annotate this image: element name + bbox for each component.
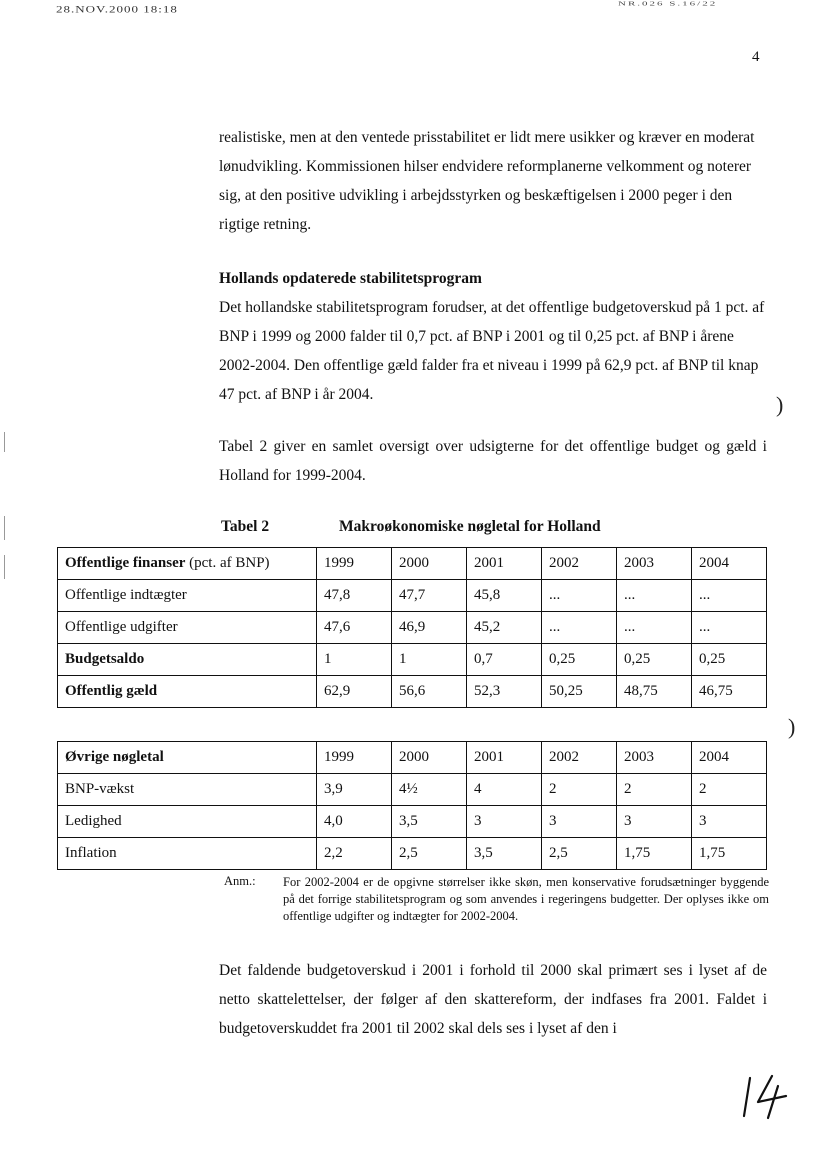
finance-table xyxy=(57,547,767,708)
year-cell: 2004 xyxy=(692,548,767,580)
year-cell: 2002 xyxy=(542,548,617,580)
table-header-label: Offentlige finanser (pct. af BNP) xyxy=(58,548,317,580)
row-label: Budgetsaldo xyxy=(58,644,317,676)
table-header-row xyxy=(58,742,767,774)
table-intro-paragraph: Tabel 2 giver en samlet oversigt over udsigterne for det offentlige budget og gæld i Holland for 1999-2004. xyxy=(219,438,767,484)
table-header-label: Øvrige nøgletal xyxy=(58,742,317,774)
value-cell: ... xyxy=(542,580,617,612)
section-heading: Hollands opdaterede stabilitetsprogram xyxy=(219,270,482,287)
value-cell: 1 xyxy=(317,644,392,676)
value-cell: ... xyxy=(617,612,692,644)
margin-mark xyxy=(4,555,5,579)
year-cell: 2003 xyxy=(617,548,692,580)
value-cell: 47,6 xyxy=(317,612,392,644)
value-cell: 1,75 xyxy=(692,838,767,870)
value-cell: 3 xyxy=(542,806,617,838)
value-cell: 2 xyxy=(617,774,692,806)
fax-header: 28.NOV.2000 18:18 xyxy=(56,4,178,15)
year-cell: 1999 xyxy=(317,742,392,774)
value-cell: 62,9 xyxy=(317,676,392,708)
year-cell: 2004 xyxy=(692,742,767,774)
value-cell: 2 xyxy=(692,774,767,806)
value-cell: 4½ xyxy=(392,774,467,806)
value-cell: 56,6 xyxy=(392,676,467,708)
value-cell: 2,5 xyxy=(392,838,467,870)
value-cell: 2,2 xyxy=(317,838,392,870)
page-number: 4 xyxy=(752,49,760,65)
section xyxy=(219,264,767,409)
other-table xyxy=(57,741,767,870)
closing-paragraph: Det faldende budgetoverskud i 2001 i forhold til 2000 skal primært ses i lyset af de netto skattelettelser, der følger af den skattereform, der indfases fra 2001. Faldet i budgetoverskuddet fra 2001 til 2002 skal dels ses i lyset af den i xyxy=(219,962,767,1037)
row-label: Ledighed xyxy=(58,806,317,838)
value-cell: ... xyxy=(617,580,692,612)
margin-mark xyxy=(4,516,5,540)
row-label: Offentlige indtægter xyxy=(58,580,317,612)
value-cell: 50,25 xyxy=(542,676,617,708)
value-cell: 1,75 xyxy=(617,838,692,870)
table-header-row xyxy=(58,548,767,580)
value-cell: ... xyxy=(692,580,767,612)
margin-bracket: ) xyxy=(776,392,784,417)
fax-header-right: NR.026 S.16/22 xyxy=(618,0,718,8)
value-cell: 3 xyxy=(692,806,767,838)
value-cell: 4,0 xyxy=(317,806,392,838)
value-cell: 47,8 xyxy=(317,580,392,612)
row-label: Offentlige udgifter xyxy=(58,612,317,644)
value-cell: 0,25 xyxy=(692,644,767,676)
table-row xyxy=(58,806,767,838)
program-paragraph: Det hollandske stabilitetsprogram forudser, at det offentlige budgetoverskud på 1 pct. af BNP i 1999 og 2000 falder til 0,7 pct. af BNP i 2001 og til 0,25 pct. af BNP i årene 2002-2004. Den offentlige gæld falder fra et niveau i 1999 på 62,9 pct. af BNP til knap 47 pct. af BNP i år 2004. xyxy=(219,299,765,403)
value-cell: 3,5 xyxy=(467,838,542,870)
year-cell: 2003 xyxy=(617,742,692,774)
value-cell: 3 xyxy=(467,806,542,838)
row-label: BNP-vækst xyxy=(58,774,317,806)
value-cell: 52,3 xyxy=(467,676,542,708)
value-cell: 2 xyxy=(542,774,617,806)
handwritten-page-number xyxy=(742,1072,802,1122)
year-cell: 2000 xyxy=(392,548,467,580)
table-caption: Makroøkonomiske nøgletal for Holland xyxy=(339,518,601,535)
value-cell: 47,7 xyxy=(392,580,467,612)
value-cell: 1 xyxy=(392,644,467,676)
note-text: For 2002-2004 er de opgivne størrelser ikke skøn, men konservative forudsætninger byggende på det forrige stabilitetsprogram og som anvendes i regeringens budgetter. Der oplyses ikke om offentlige udgifter og indtægter for 2002-2004. xyxy=(283,875,769,923)
row-label: Offentlig gæld xyxy=(58,676,317,708)
value-cell: 0,7 xyxy=(467,644,542,676)
table-title xyxy=(221,518,601,536)
value-cell: ... xyxy=(692,612,767,644)
margin-mark xyxy=(4,432,5,452)
table-label: Tabel 2 xyxy=(221,518,270,535)
value-cell: 0,25 xyxy=(617,644,692,676)
table-row xyxy=(58,612,767,644)
table-row xyxy=(58,580,767,612)
note-label: Anm.: xyxy=(224,874,256,888)
value-cell: ... xyxy=(542,612,617,644)
value-cell: 45,2 xyxy=(467,612,542,644)
year-cell: 1999 xyxy=(317,548,392,580)
value-cell: 45,8 xyxy=(467,580,542,612)
year-cell: 2000 xyxy=(392,742,467,774)
table-row xyxy=(58,774,767,806)
value-cell: 3,5 xyxy=(392,806,467,838)
value-cell: 46,75 xyxy=(692,676,767,708)
year-cell: 2001 xyxy=(467,548,542,580)
value-cell: 0,25 xyxy=(542,644,617,676)
value-cell: 4 xyxy=(467,774,542,806)
intro-paragraph: realistiske, men at den ventede prisstabilitet er lidt mere usikker og kræver en moderat lønudvikling. Kommissionen hilser endvidere reformplanerne velkomment og noterer sig, at den positive udvikling i arbejdsstyrken og beskæftigelsen i 2000 peger i den rigtige retning. xyxy=(219,129,755,233)
value-cell: 48,75 xyxy=(617,676,692,708)
table-row xyxy=(58,838,767,870)
margin-bracket: ) xyxy=(788,714,796,739)
value-cell: 2,5 xyxy=(542,838,617,870)
table-row xyxy=(58,676,767,708)
year-cell: 2001 xyxy=(467,742,542,774)
value-cell: 46,9 xyxy=(392,612,467,644)
row-label: Inflation xyxy=(58,838,317,870)
value-cell: 3 xyxy=(617,806,692,838)
value-cell: 3,9 xyxy=(317,774,392,806)
table-row xyxy=(58,644,767,676)
year-cell: 2002 xyxy=(542,742,617,774)
